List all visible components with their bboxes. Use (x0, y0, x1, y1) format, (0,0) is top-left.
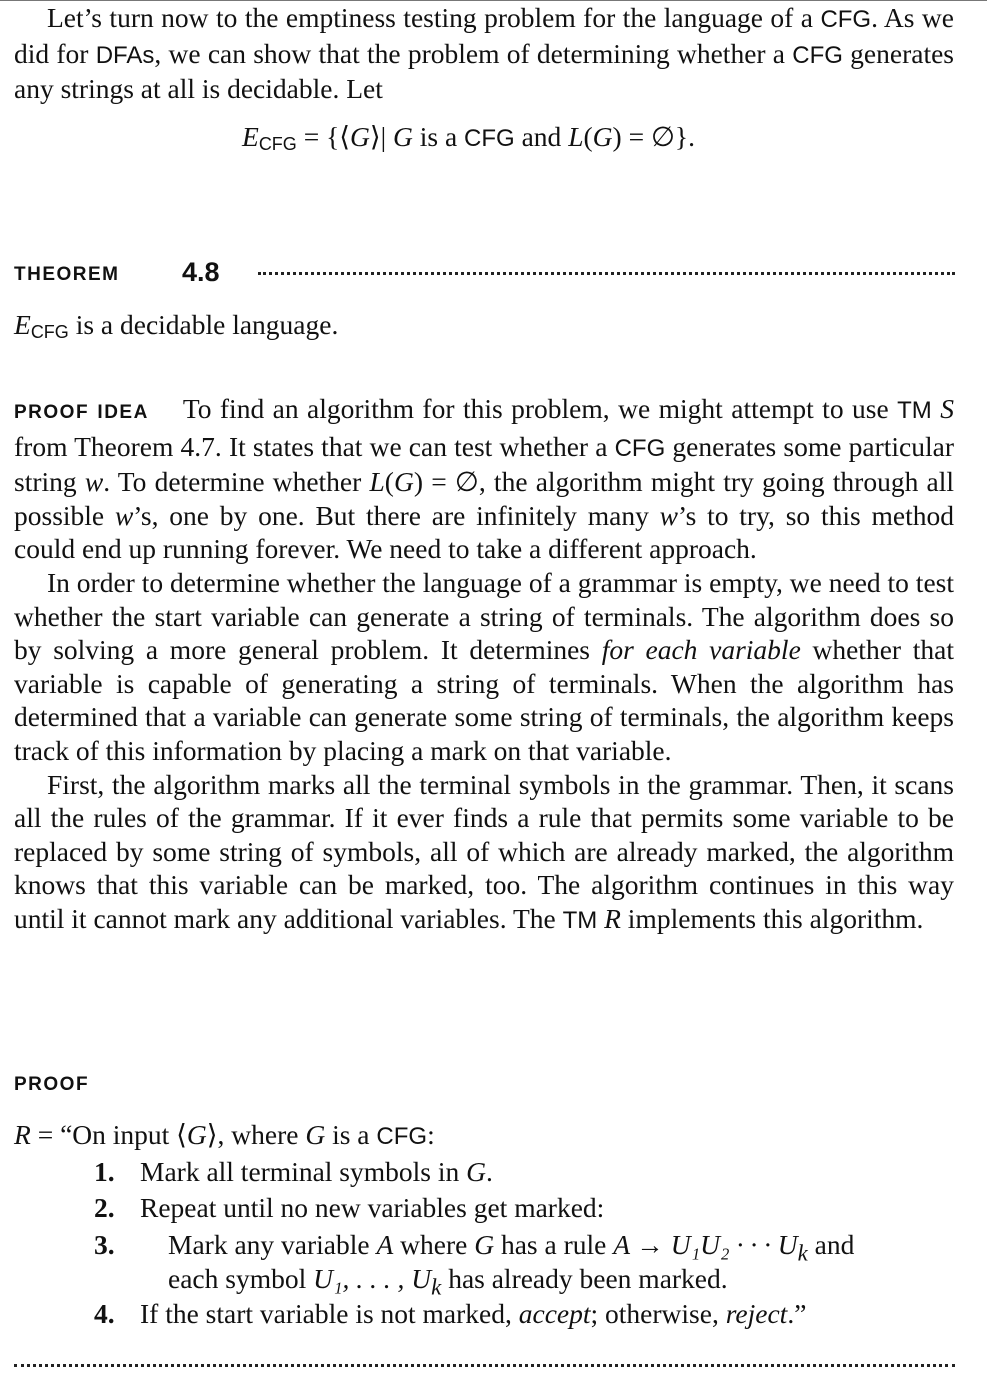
theorem-statement: ECFG is a decidable language. (14, 309, 339, 342)
step-4-number: 4. (94, 1298, 115, 1329)
theorem-dotted-rule (258, 272, 955, 275)
step-3-text-continued: each symbol U₁, . . . , $U_k$ has already been marked. (168, 1263, 728, 1300)
step-3-number: 3. (94, 1229, 115, 1260)
step-3-text: Mark any variable A where G has a rule A → U₁U₂ · · · $U_k$ and (168, 1229, 855, 1266)
step-1-number: 1. (94, 1156, 115, 1187)
step-4-text: If the start variable is not marked, accept; otherwise, reject.” (140, 1298, 807, 1329)
proof-idea-paragraph-2: In order to determine whether the language of a grammar is empty, we need to test whether the start variable can generate a string of terminals. The algorithm does so by solving a more general problem. It determines for each variable whether that variable is capable of generating a string of terminals. When the algorithm has determined that a variable can generate some string of terminals, the algorithm keeps track of this information by placing a mark on that variable. (14, 566, 954, 766)
proof-end-dotted-rule (14, 1364, 955, 1367)
proof-machine-header: R = “On input ⟨G⟩, where G is a CFG: (14, 1119, 435, 1150)
intro-paragraph: Let’s turn now to the emptiness testing problem for the language of a CFG. As we did for DFAs, we can show that the problem of determining whether a CFG generates any strings at all is decidable. Let (14, 2, 954, 105)
proof-label: PROOF (14, 1074, 90, 1095)
step-2-number: 2. (94, 1192, 115, 1223)
theorem-label: THEOREM (14, 264, 120, 285)
step-1-text: Mark all terminal symbols in G. (140, 1156, 493, 1187)
step-2-text: Repeat until no new variables get marked: (140, 1192, 605, 1223)
proof-idea-paragraph-3: First, the algorithm marks all the terminal symbols in the grammar. Then, it scans all the rules of the grammar. If it ever finds a rule that permits some variable to be replaced by some string of symbols, all of which are already marked, the algorithm knows that this variable can be marked, too. The algorithm continues in this way until it cannot mark any additional variables. The TM R implements this algorithm. (14, 768, 954, 934)
ecfg-definition-formula: ECFG = {⟨G⟩| G is a CFG and L(G) = ∅}. (242, 121, 695, 154)
proof-idea-label: PROOF IDEA (14, 402, 149, 423)
proof-idea-paragraph: PROOF IDEA To find an algorithm for this problem, we might attempt to use TM S from Theorem 4.7. It states that we can test whether a CFG generates some particular string w. To determine whether L(G) = ∅, the algorithm might try going through all possible w’s, one by one. But there are infinitely many w’s to try, so this method could end up running forever. We need to take a different approach. In order to determine whether the language of a grammar is empty, we need to test whether the start variable can generate a string of terminals. The algorithm does so by solving a more general problem. It determines for each variable whether that variable is capable of generating a string of terminals. When the algorithm has determined that a variable can generate some string of terminals, the algorithm keeps track of this information by placing a mark on that variable. First, the algorithm marks all the terminal symbols in the grammar. Then, it scans all the rules of the grammar. If it ever finds a rule that permits some variable to be replaced by some string of symbols, all of which are already marked, the algorithm knows that this variable can be marked, too. The algorithm continues in this way until it cannot mark any additional variables. The TM R implements this algorithm. (14, 392, 954, 938)
theorem-number: 4.8 (182, 257, 220, 287)
